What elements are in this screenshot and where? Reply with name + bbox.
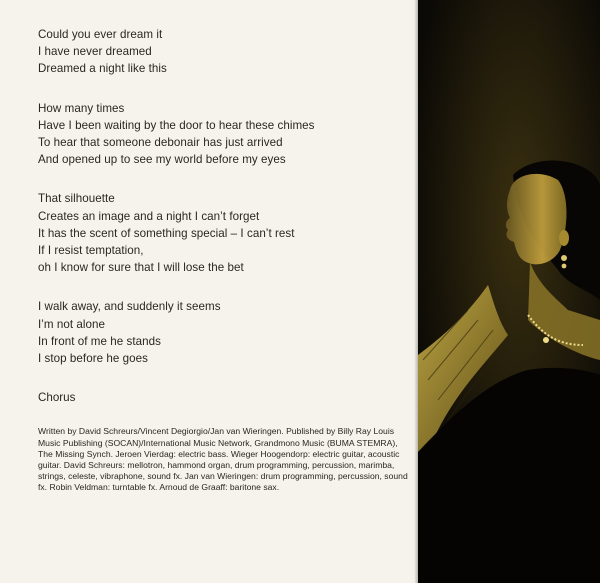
chorus-label: Chorus: [38, 391, 76, 405]
portrait-photo: [418, 0, 600, 583]
lyric-line: That silhouette: [38, 192, 115, 206]
lyric-line: And opened up to see my world before my eyes: [38, 153, 286, 167]
lyric-line: I have never dreamed: [38, 45, 152, 59]
lyric-line: Have I been waiting by the door to hear these chimes: [38, 118, 315, 132]
lyric-line: How many times: [38, 101, 125, 115]
portrait-photo-icon: [418, 0, 600, 583]
lyric-line: To hear that someone debonair has just arrived: [38, 136, 283, 150]
lyric-line: I stop before he goes: [38, 352, 148, 366]
stanza-4: [38, 298, 408, 367]
lyrics-column: [38, 26, 408, 494]
lyric-line: Could you ever dream it: [38, 28, 163, 41]
stanza-2: [38, 100, 408, 169]
lyric-line: If I resist temptation,: [38, 244, 144, 258]
lyric-line: I walk away, and suddenly it seems: [38, 300, 221, 314]
lyric-line: oh I know for sure that I will lose the bet: [38, 261, 244, 275]
lyric-line: I’m not alone: [38, 317, 106, 331]
lyric-line: Dreamed a night like this: [38, 62, 167, 76]
lyric-line: Creates an image and a night I can’t forget: [38, 209, 260, 223]
stanza-1: [38, 26, 408, 78]
lyric-line: In front of me he stands: [38, 334, 162, 348]
song-credits: Written by David Schreurs/Vincent Degiorgio/Jan van Wieringen. Published by Billy Ray Louis Music Publishing (SOCAN)/International Music Network, Grandmono Music (BUMA STEMRA), The Missing Synch. Jeroen Vierdag: electric bass. Wieger Hoogendorp: electric guitar, acoustic guitar. David Schreurs: mellotron, hammond organ, drum programming, percussion, marimba, strings, celeste, vibraphone, sound fx. Jan van Wieringen: drum programming, percussion, sound fx. Robin Veldman: turntable fx. Arnoud de Graaff: baritone sax.: [38, 426, 408, 493]
stanza-3: [38, 190, 408, 276]
lyric-line: It has the scent of something special – I can’t rest: [38, 226, 295, 240]
